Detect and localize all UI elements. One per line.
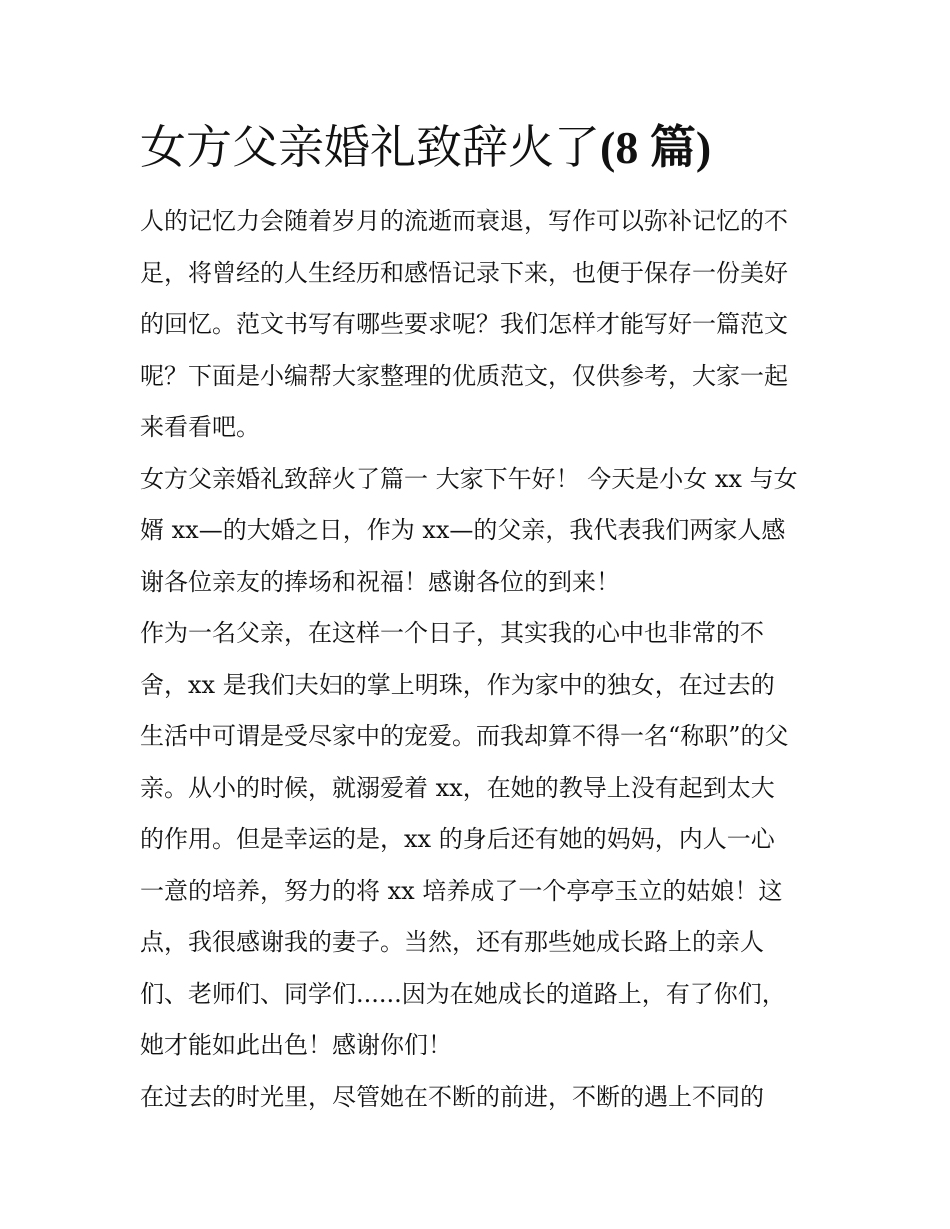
body-line: 足，将曾经的人生经历和感悟记录下来，也便于保存一份美好 <box>140 258 788 287</box>
title-main-text: 女方父亲婚礼致辞火了 <box>140 120 600 174</box>
body-line: 的作用。但是幸运的是，xx 的身后还有她的妈妈，内人一心 <box>140 825 775 853</box>
body-line: 点，我很感谢我的妻子。当然，还有那些她成长路上的亲人 <box>140 928 764 956</box>
body-line: 亲。从小的时候，就溺爱着 xx，在她的教导上没有起到太大 <box>140 773 775 802</box>
body-line: 舍，xx 是我们夫妇的掌上明珠，作为家中的独女，在过去的 <box>140 670 775 699</box>
body-line: 呢？下面是小编帮大家整理的优质范文，仅供参考，大家一起 <box>140 361 788 390</box>
body-line: 们、老师们、同学们......因为在她成长的道路上，有了你们， <box>140 979 786 1008</box>
body-line: 谢各位亲友的捧场和祝福！感谢各位的到来！ <box>140 567 620 596</box>
body-line: 她才能如此出色！感谢你们！ <box>140 1031 452 1059</box>
body-line: 婿 xx—的大婚之日，作为 xx—的父亲，我代表我们两家人感 <box>140 516 786 544</box>
body-line: 一意的培养，努力的将 xx 培养成了一个亭亭玉立的姑娘！这 <box>140 876 783 905</box>
body-line: 作为一名父亲，在这样一个日子，其实我的心中也非常的不 <box>140 619 764 647</box>
title-count-text: (8 篇) <box>600 122 712 173</box>
body-line: 来看看吧。 <box>140 413 260 441</box>
document-title <box>140 112 711 183</box>
body-line: 人的记忆力会随着岁月的流逝而衰退，写作可以弥补记忆的不 <box>140 207 788 235</box>
body-line: 在过去的时光里，尽管她在不断的前进，不断的遇上不同的 <box>140 1082 764 1111</box>
body-line: 女方父亲婚礼致辞火了篇一 大家下午好！ 今天是小女 xx 与女 <box>140 464 798 493</box>
body-line: 生活中可谓是受尽家中的宠爱。而我却算不得一名“称职”的父 <box>140 722 789 750</box>
body-line: 的回忆。范文书写有哪些要求呢？我们怎样才能写好一篇范文 <box>140 310 788 338</box>
document-body <box>140 196 815 1123</box>
